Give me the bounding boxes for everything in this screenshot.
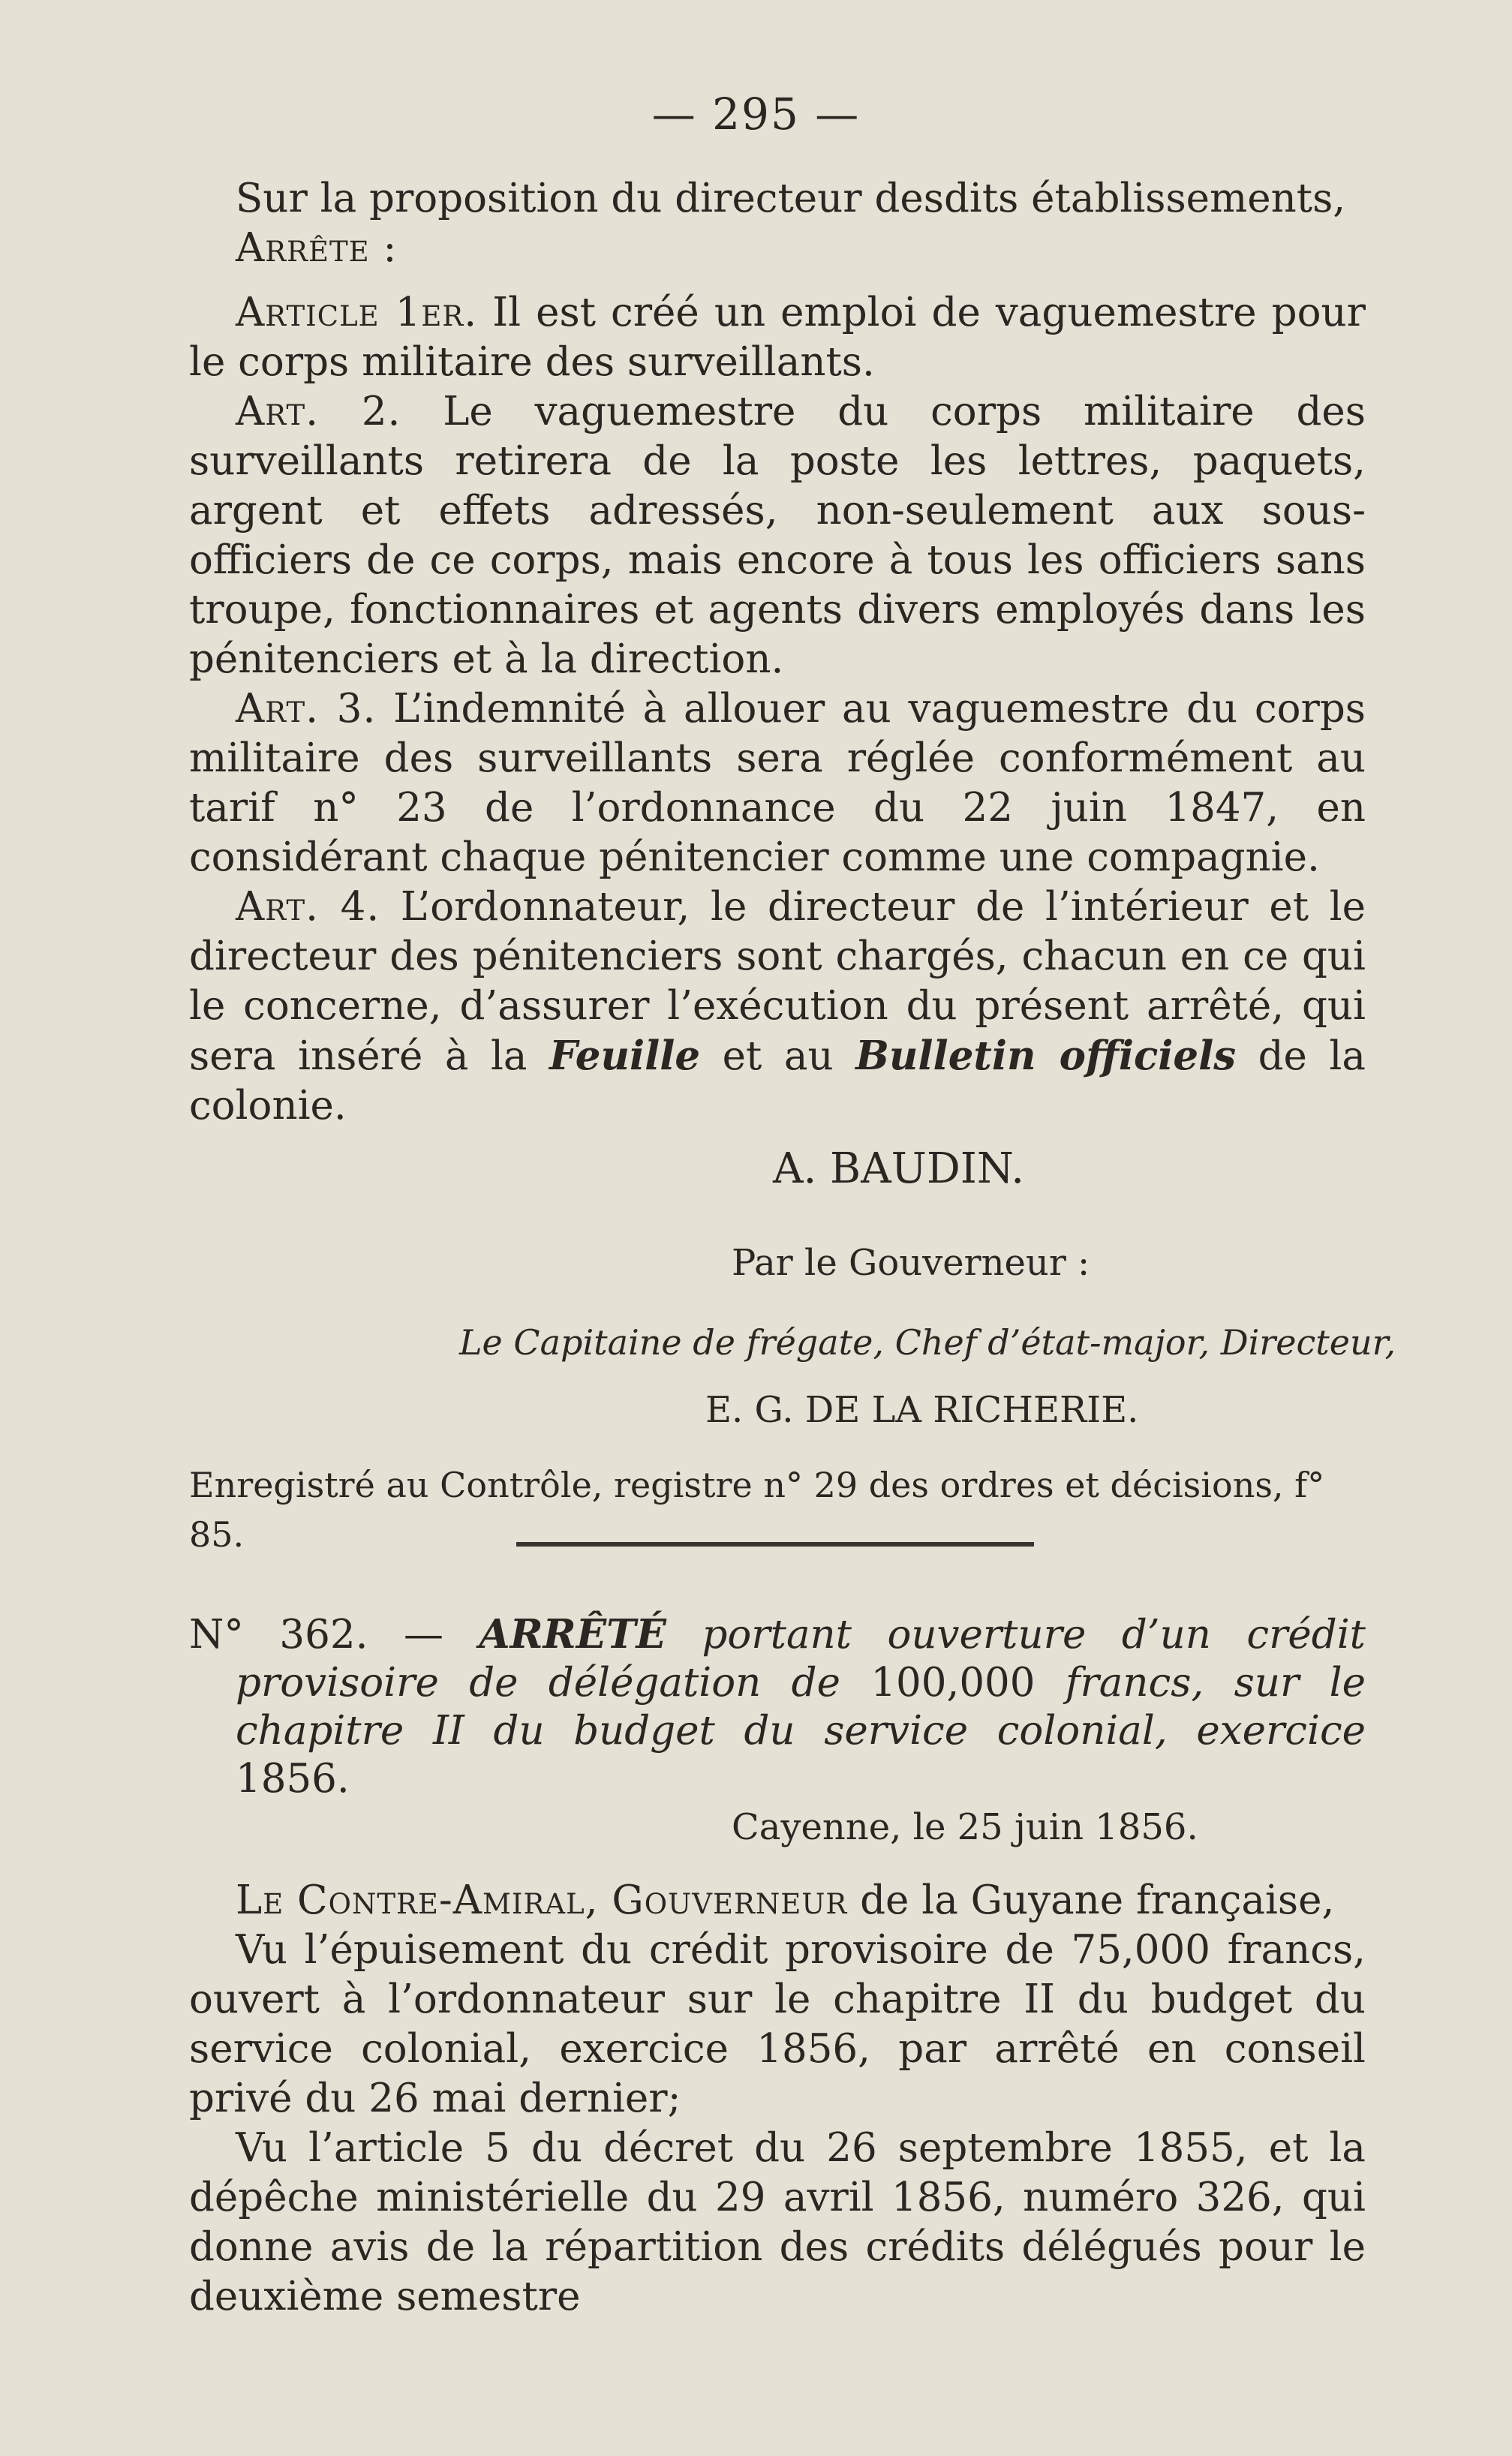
signature-richerie: E. G. DE LA RICHERIE. — [705, 1389, 1139, 1431]
arrete-362-heading: N° 362. — ARRÊTÉ portant ouverture d’un crédit provisoire de délégation de 100,000 francs, sur le chapitre II du budget du service colonial, exercice 1856. — [189, 1611, 1366, 1802]
separator-rule — [516, 1542, 1034, 1547]
par-le-gouverneur: Par le Gouverneur : — [732, 1242, 1090, 1284]
arrete-body — [189, 174, 1366, 1131]
article-4-text-a: L’ordonnateur, le directeur de l’intérieur et le directeur des pénitenciers sont chargés, chacun en ce qui le concerne, d’assurer l’exécution du présent arrêté, qui sera inséré à la — [189, 884, 1366, 1079]
article-2-label: Art. 2. — [236, 389, 401, 434]
article-1 — [189, 288, 1366, 387]
arrete-362-title — [189, 1610, 1366, 1803]
enregistre-line: Enregistré au Contrôle, registre n° 29 des ordres et décisions, f° 85. — [189, 1465, 1325, 1555]
capitaine-role: Le Capitaine de frégate, Chef d’état-major, Directeur, — [459, 1322, 1396, 1363]
article-3 — [189, 684, 1366, 882]
title-amount: 100,000 — [870, 1660, 1036, 1706]
arrete-number: N° 362. — [189, 1612, 368, 1658]
article-4-text-b: de la colonie. — [189, 1033, 1366, 1129]
title-year: 1856. — [236, 1756, 350, 1802]
article-3-label: Art. 3. — [236, 686, 377, 732]
arrete-heading: Arrête : — [236, 225, 398, 271]
dateline: Cayenne, le 25 juin 1856. — [732, 1806, 1198, 1848]
vu-paragraph-1: Vu l’épuisement du crédit provisoire de 75,000 francs, ouvert à l’ordonnateur sur le chapitre II du budget du service colonial, exercice 1856, par arrêté en conseil privé du 26 mai dernier; — [189, 1927, 1366, 2121]
article-2 — [189, 387, 1366, 684]
article-4-label: Art. 4. — [236, 884, 380, 930]
arrete-word: ARRÊTÉ — [479, 1611, 666, 1658]
article-2-text: Le vaguemestre du corps militaire des surveillants retirera de la poste les lettres, paquets, argent et effets adressés, non-seulement aux sous-officiers de ce corps, mais encore à tous les officiers sans troupe, fonctionnaires et agents divers employés dans les pénitenciers et à la direction. — [189, 389, 1366, 682]
vu-paragraph-2: Vu l’article 5 du décret du 26 septembre 1855, et la dépêche ministérielle du 29 avril 1856, numéro 326, qui donne avis de la répartition des crédits délégués pour le deuxième semestre — [189, 2125, 1366, 2319]
arrete-362-body — [189, 1876, 1366, 2322]
article-4: Art. 4. L’ordonnateur, le directeur de l’intérieur et le directeur des pénitenciers sont chargés, chacun en ce qui le concerne, d’assurer l’exécution du présent arrêté, qui sera inséré à la Feuille et au Bulletin officiels de la colonie. — [189, 884, 1366, 1129]
article-1-text: Il est créé un emploi de vaguemestre pour le corps militaire des surveillants. — [189, 290, 1366, 385]
article-1-label: Article 1er. — [236, 290, 478, 335]
contre-amiral-line: Le Contre-Amiral, Gouverneur de la Guyane française, — [236, 1877, 1335, 1923]
bulletin-italic: Bulletin officiels — [855, 1033, 1237, 1079]
proposition-line: Sur la proposition du directeur desdits établissements, — [236, 176, 1346, 221]
article-3-text: L’indemnité à allouer au vaguemestre du corps militaire des surveillants sera réglée conformément au tarif n° 23 de l’ordonnance du 22 juin 1847, en considérant chaque pénitencier comme une compagnie. — [189, 686, 1366, 880]
feuille-italic: Feuille — [549, 1033, 701, 1079]
signature-baudin: A. BAUDIN. — [773, 1144, 1025, 1193]
page-number: — 295 — — [651, 89, 861, 140]
